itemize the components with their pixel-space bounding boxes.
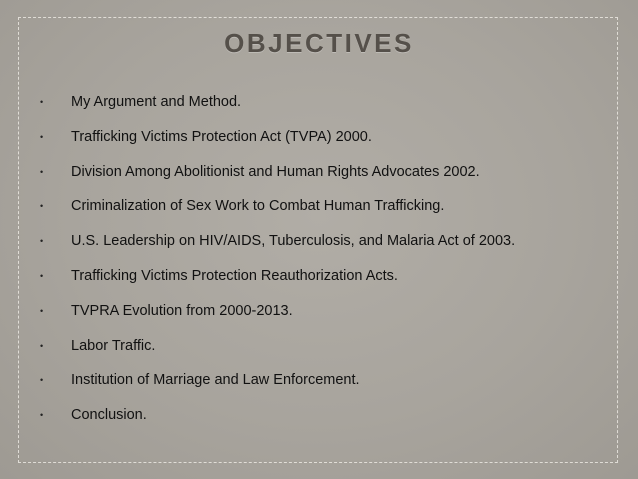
list-item-text: Labor Traffic. bbox=[71, 337, 156, 354]
list-item-text: TVPRA Evolution from 2000-2013. bbox=[71, 302, 293, 319]
list-item-text: Division Among Abolitionist and Human Rights Advocates 2002. bbox=[71, 163, 480, 180]
list-item-text: My Argument and Method. bbox=[71, 94, 242, 110]
list-item bbox=[0, 87, 638, 122]
list-item bbox=[0, 226, 638, 261]
objectives-list bbox=[0, 87, 638, 435]
list-item-text: U.S. Leadership on HIV/AIDS, Tuberculosis, and Malaria Act of 2003. bbox=[71, 233, 516, 250]
list-item bbox=[0, 296, 638, 331]
bullet-icon: • bbox=[40, 270, 44, 281]
bullet-icon: • bbox=[40, 410, 44, 421]
list-item-text: Conclusion. bbox=[71, 407, 147, 424]
list-item bbox=[0, 331, 638, 366]
list-item-text: Trafficking Victims Protection Reauthorization Acts. bbox=[71, 267, 398, 284]
bullet-icon: • bbox=[40, 166, 44, 177]
bullet-icon: • bbox=[40, 305, 44, 316]
list-item bbox=[0, 122, 638, 157]
list-item bbox=[0, 400, 638, 435]
list-item-text: Institution of Marriage and Law Enforcement. bbox=[71, 372, 360, 389]
list-item bbox=[0, 191, 638, 226]
bullet-icon: • bbox=[40, 201, 44, 212]
list-item-text: Criminalization of Sex Work to Combat Human Trafficking. bbox=[71, 198, 445, 215]
list-item bbox=[0, 261, 638, 296]
bullet-icon: • bbox=[40, 340, 44, 351]
list-item bbox=[0, 365, 638, 400]
list-item-text: Trafficking Victims Protection Act (TVPA) 2000. bbox=[71, 128, 372, 145]
bullet-icon: • bbox=[40, 236, 44, 247]
bullet-icon: • bbox=[40, 131, 44, 142]
list-item bbox=[0, 157, 638, 192]
bullet-icon: • bbox=[40, 375, 44, 386]
slide-title: OBJECTIVES bbox=[224, 28, 414, 58]
bullet-icon: • bbox=[40, 97, 44, 107]
